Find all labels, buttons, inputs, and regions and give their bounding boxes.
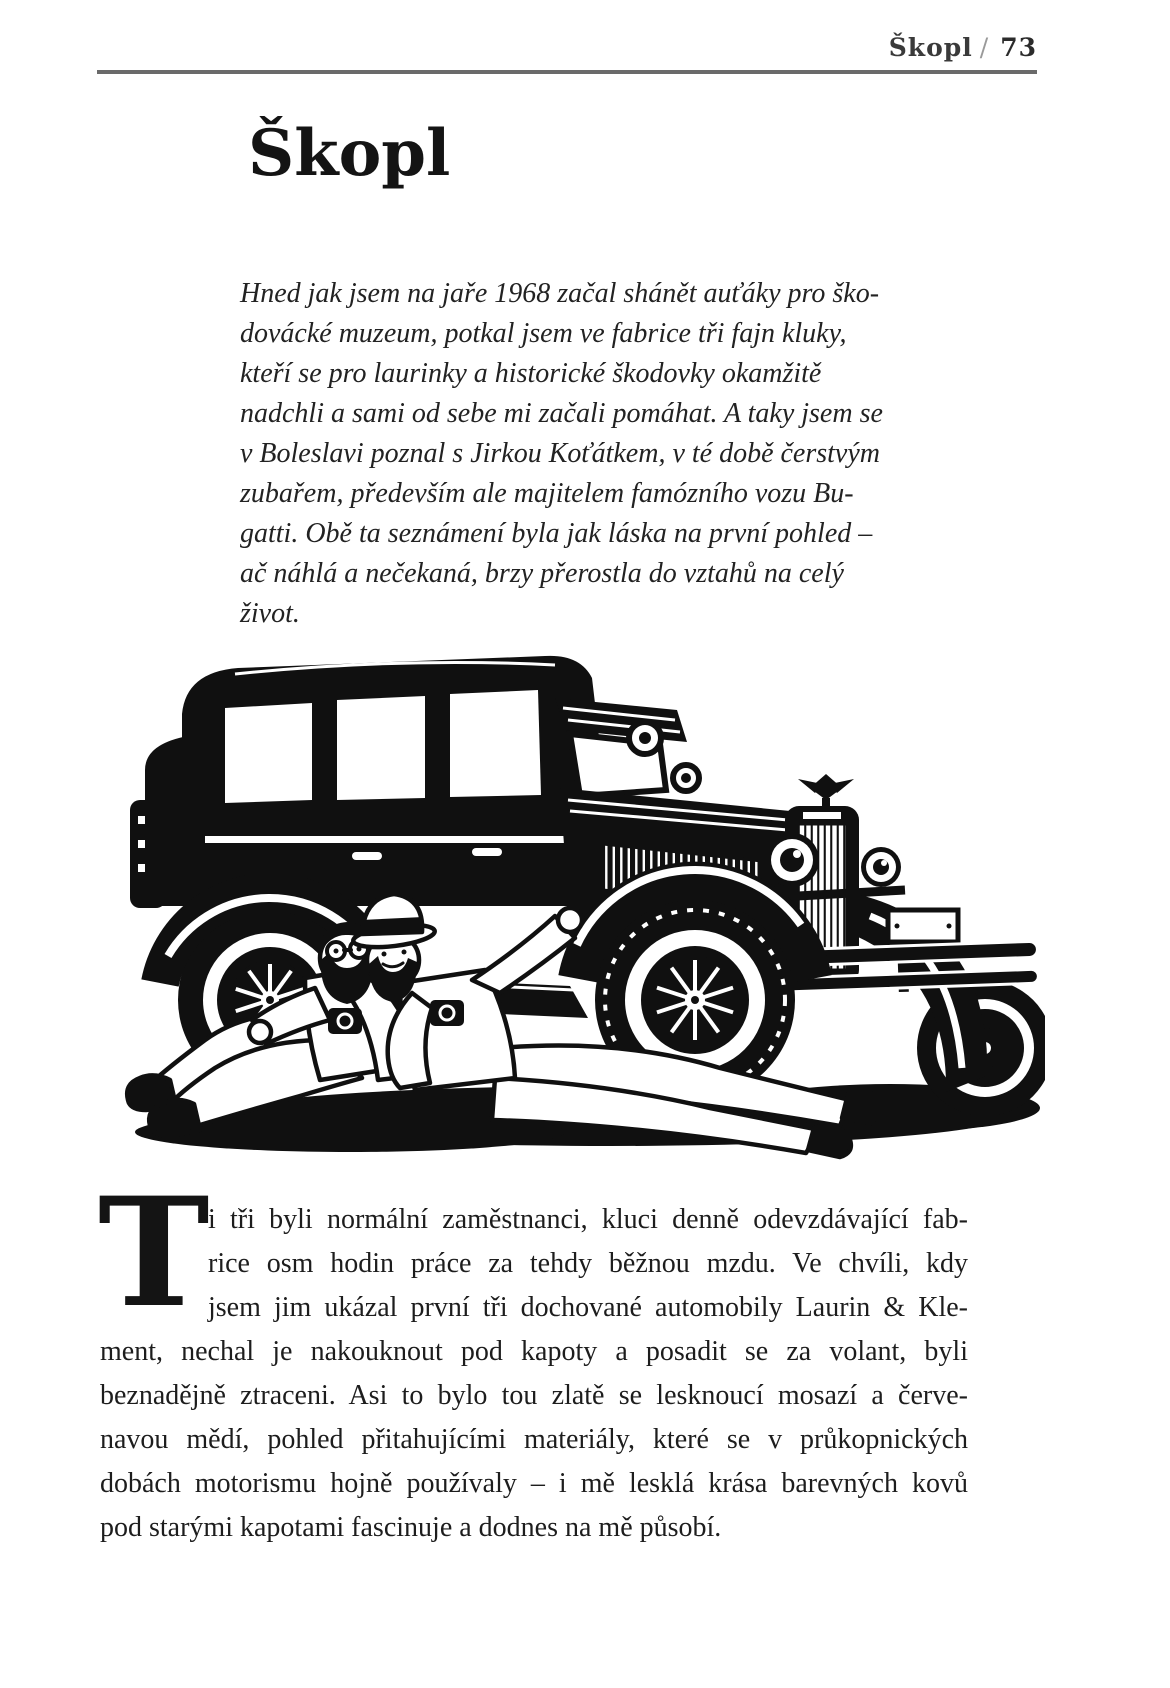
side-windows bbox=[225, 690, 541, 803]
intro-line: dovácké muzeum, potkal jsem ve fabrice tři fajn kluky, bbox=[240, 318, 847, 349]
car-cab bbox=[182, 656, 614, 906]
intro-line: v Boleslavi poznal s Jirkou Koťátkem, v té době čerstvým bbox=[240, 438, 881, 469]
body-paragraph bbox=[98, 1165, 968, 1550]
intro-line: zubařem, především ale majitelem famózního vozu Bu- bbox=[240, 478, 854, 509]
hood-ornament bbox=[798, 774, 854, 808]
shoe bbox=[149, 1100, 200, 1136]
body-line: rice osm hodin práce za tehdy běžnou mzdu. Ve chvíli, kdy bbox=[208, 1248, 968, 1279]
intro-line: nadchli a sami od sebe mi začali pomáhat. A taky jsem se bbox=[240, 398, 883, 429]
body-line: ment, nechal je nakouknout pod kapoty a posadit se za volant, byli bbox=[100, 1336, 968, 1367]
intro-line: kteří se pro laurinky a historické škodovky okamžitě bbox=[240, 358, 822, 389]
running-header-separator: / bbox=[979, 33, 990, 62]
body-line: navou mědí, pohled přitahujícími materiály, které se v průkopnických bbox=[100, 1424, 968, 1455]
chest-badge bbox=[430, 1000, 464, 1026]
running-header bbox=[889, 33, 1037, 62]
intro-paragraph bbox=[240, 274, 950, 634]
body-line: jsem jim ukázal první tři dochované automobily Laurin & Kle- bbox=[208, 1292, 968, 1323]
door-handle bbox=[472, 848, 502, 856]
running-header-chapter: Škopl bbox=[888, 33, 973, 62]
intro-line: ač náhlá a nečekaná, brzy přerostla do vztahů na celý bbox=[240, 558, 844, 589]
intro-line: život. bbox=[240, 598, 300, 629]
header-rule bbox=[97, 70, 1037, 74]
chest-badge bbox=[328, 1008, 362, 1034]
door-handle bbox=[352, 852, 382, 860]
body-line: dobách motorismu hojně používaly – i mě lesklá krása barevných kovů bbox=[100, 1468, 968, 1499]
license-plate bbox=[888, 910, 958, 942]
beltline-molding bbox=[205, 836, 605, 843]
intro-line: Hned jak jsem na jaře 1968 začal shánět auťáky pro ško- bbox=[240, 278, 880, 309]
shoe bbox=[808, 1126, 851, 1157]
car-illustration bbox=[100, 648, 1045, 1168]
headlamp-left bbox=[765, 833, 819, 887]
body-line: pod starými kapotami fascinuje a dodnes na mě působí. bbox=[100, 1512, 722, 1543]
body-line: beznadějně ztraceni. Asi to bylo tou zlatě se lesknoucí mosazí a červe- bbox=[100, 1380, 968, 1411]
intro-line: gatti. Obě ta seznámení byla jak láska na první pohled – bbox=[240, 518, 873, 549]
windshield-visor bbox=[555, 698, 687, 796]
headlamp-right bbox=[861, 847, 901, 887]
chapter-title: Škopl bbox=[248, 116, 451, 191]
drop-cap: T bbox=[98, 1165, 210, 1341]
page-number: 73 bbox=[1000, 33, 1037, 62]
body-line: i tři byli normální zaměstnanci, kluci denně odevzdávající fab- bbox=[208, 1204, 968, 1235]
shoe bbox=[842, 1092, 886, 1124]
